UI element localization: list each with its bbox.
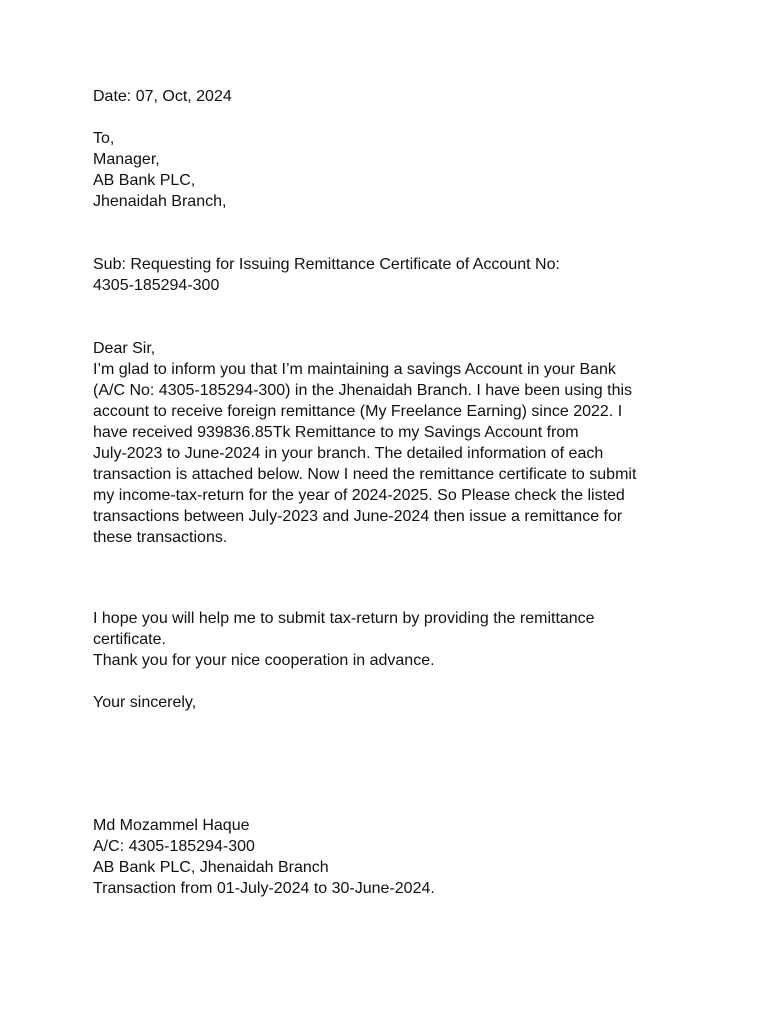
signature-account: A/C: 4305-185294-300: [93, 838, 255, 855]
body-line: account to receive foreign remittance (My Freelance Earning) since 2022. I: [93, 403, 623, 420]
body-line: have received 939836.85Tk Remittance to my Savings Account from: [93, 424, 579, 441]
subject-line: 4305-185294-300: [93, 277, 220, 294]
body-line: these transactions.: [93, 529, 228, 546]
letter-subject: [93, 254, 693, 296]
signature-transaction-range: Transaction from 01-July-2024 to 30-June-2024.: [93, 880, 435, 897]
letter-body: [93, 338, 693, 548]
sign-off-line: Your sincerely,: [93, 694, 197, 711]
body-line: transactions between July-2023 and June-2024 then issue a remittance for: [93, 508, 623, 525]
sign-off: [93, 692, 693, 713]
body-line: my income-tax-return for the year of 2024-2025. So Please check the listed: [93, 487, 625, 504]
closing-line: I hope you will help me to submit tax-return by providing the remittance: [93, 610, 595, 627]
body-line: July-2023 to June-2024 in your branch. The detailed information of each: [93, 445, 604, 462]
date-line: Date: 07, Oct, 2024: [93, 88, 232, 105]
recipient-line: AB Bank PLC,: [93, 172, 196, 189]
body-line: I’m glad to inform you that I’m maintaining a savings Account in your Bank: [93, 361, 616, 378]
signature-bank: AB Bank PLC, Jhenaidah Branch: [93, 859, 329, 876]
closing-paragraph: [93, 608, 693, 671]
signature-details: [93, 815, 693, 899]
salutation: Dear Sir,: [93, 340, 156, 357]
closing-line: Thank you for your nice cooperation in advance.: [93, 652, 435, 669]
recipient-line: To,: [93, 130, 115, 147]
recipient-address: [93, 128, 693, 212]
recipient-line: Manager,: [93, 151, 160, 168]
signature-name: Md Mozammel Haque: [93, 817, 250, 834]
body-line: (A/C No: 4305-185294-300) in the Jhenaidah Branch. I have been using this: [93, 382, 633, 399]
letter-date: [93, 86, 693, 107]
subject-line: Sub: Requesting for Issuing Remittance Certificate of Account No:: [93, 256, 560, 273]
recipient-line: Jhenaidah Branch,: [93, 193, 227, 210]
body-line: transaction is attached below. Now I need the remittance certificate to submit: [93, 466, 637, 483]
closing-line: certificate.: [93, 631, 166, 648]
